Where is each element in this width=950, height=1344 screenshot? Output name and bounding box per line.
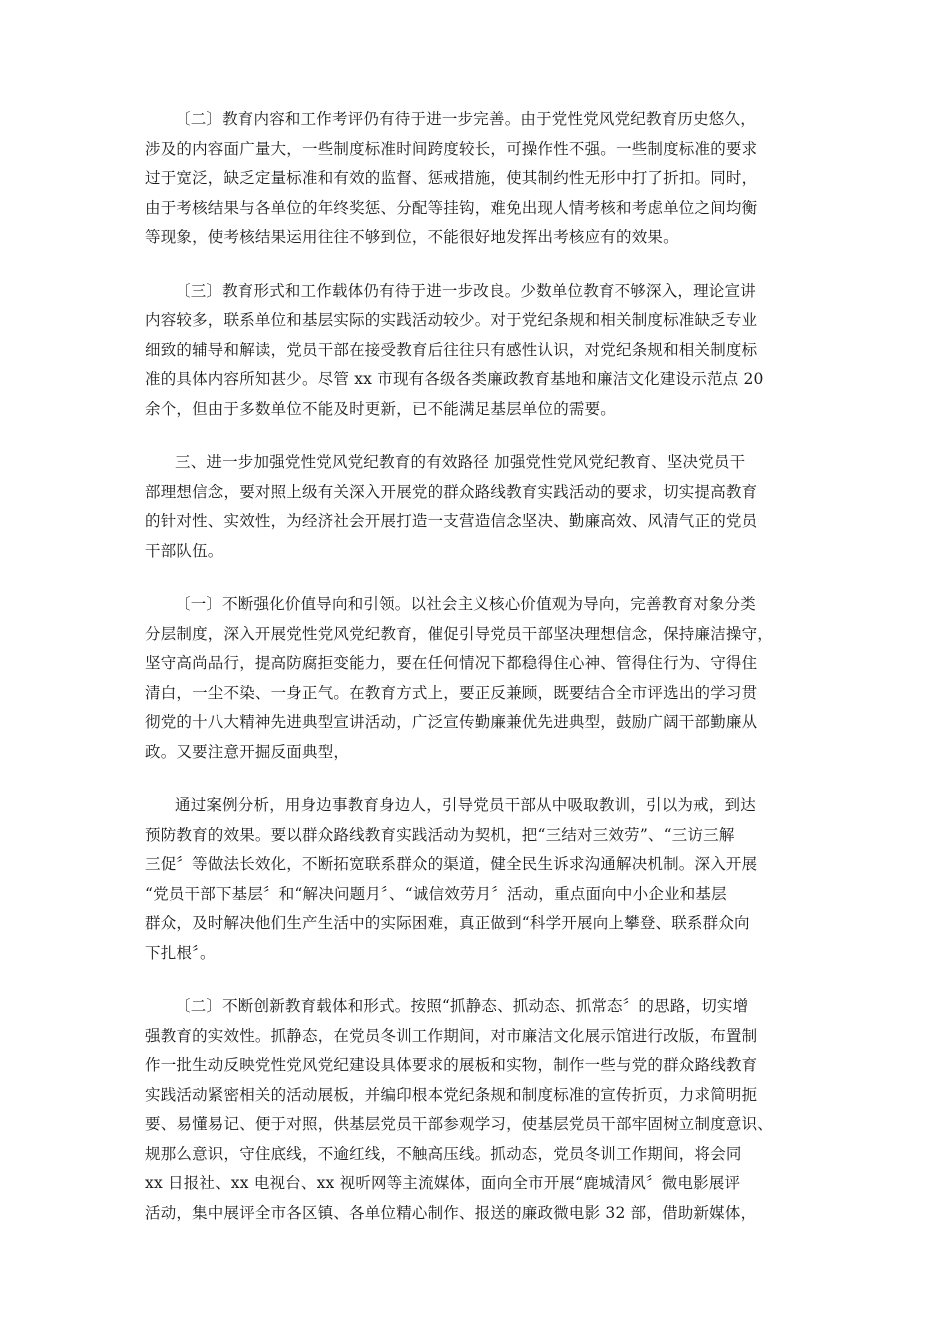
paragraph-case-analysis [145, 791, 805, 968]
text-line: 等现象，使考核结果运用往往不够到位，不能很好地发挥出考核应有的效果。 [145, 228, 679, 246]
text-line: 通过案例分析，用身边事教育身边人，引导党员干部从中吸取教训，引以为戒，到达 [175, 796, 756, 814]
text-line: 由于考核结果与各单位的年终奖惩、分配等挂钩，难免出现人情考核和考虑单位之间均衡 [145, 198, 758, 217]
text-line: 细致的辅导和解读，党员干部在接受教育后往往只有感性认识，对党纪条规和相关制度标 [145, 340, 758, 359]
text-line: 涉及的内容面广量大，一些制度标准时间跨度较长，可操作性不强。一些制度标准的要求 [145, 139, 758, 158]
text-line: 作一批生动反映党性党风党纪建设具体要求的展板和实物，制作一些与党的群众路线教育 [145, 1056, 758, 1074]
text-line: 清白，一尘不染、一身正气。在教育方式上，要正反兼顾，既要结合全市评选出的学习贯 [145, 683, 758, 702]
text-line: 〔二〕教育内容和工作考评仍有待于进一步完善。由于党性党风党纪教育历史悠久， [175, 110, 756, 128]
paragraph-1-value-guidance [145, 590, 805, 767]
paragraph-2-content-evaluation [145, 105, 805, 253]
section-3-heading-paragraph [145, 448, 805, 566]
text-line: 三、进一步加强党性党风党纪教育的有效路径 加强党性党风党纪教育、坚决党员干 [175, 453, 746, 471]
text-line: 〔二〕不断创新教育载体和形式。按照“抓静态、抓动态、抓常态〞的思路，切实增 [175, 997, 749, 1015]
text-line: 三促〞等做法长效化，不断拓宽联系群众的渠道，健全民生诉求沟通解决机制。深入开展 [145, 855, 758, 873]
text-line: 〔一〕不断强化价值导向和引领。以社会主义核心价值观为导向，完善教育对象分类 [175, 595, 756, 613]
text-line: 强教育的实效性。抓静态，在党员冬训工作期间，对市廉洁文化展示馆进行改版，布置制 [145, 1026, 758, 1045]
text-line: 准的具体内容所知甚少。尽管 xx 市现有各级各类廉政教育基地和廉洁文化建设示范点 20 [145, 370, 764, 388]
text-line: 下扎根〞。 [145, 943, 216, 962]
text-line: 〔三〕教育形式和工作载体仍有待于进一步改良。少数单位教育不够深入，理论宣讲 [175, 281, 756, 300]
text-line: 实践活动紧密相关的活动展板，并编印根本党纪条规和制度标准的宣传折页，力求简明扼 [145, 1085, 758, 1104]
text-line: 群众，及时解决他们生产生活中的实际困难，真正做到“科学开展向上攀登、联系群众向 [145, 914, 750, 932]
text-line: “党员干部下基层〞和“解决问题月〞、“诚信效劳月〞活动，重点面向中小企业和基层 [145, 884, 727, 903]
text-line: 规那么意识，守住底线，不逾红线，不触高压线。抓动态，党员冬训工作期间，将会同 [145, 1144, 742, 1163]
text-line: 活动，集中展评全市各区镇、各单位精心制作、报送的廉政微电影 32 部，借助新媒体， [145, 1203, 757, 1222]
text-line: 干部队伍。 [145, 541, 224, 560]
text-line: 要、易懂易记、便于对照，供基层党员干部参观学习，使基层党员干部牢固树立制度意识、 [145, 1115, 774, 1133]
text-line: 余个，但由于多数单位不能及时更新，已不能满足基层单位的需要。 [145, 399, 617, 418]
text-line: 预防教育的效果。要以群众路线教育实践活动为契机，把“三结对三效劳”、“三访三解 [145, 825, 735, 844]
paragraph-2-innovation [145, 992, 805, 1228]
text-line: 坚守高尚品行，提高防腐拒变能力，要在任何情况下都稳得住心神、管得住行为、守得住 [145, 654, 758, 672]
text-line: 政。又要注意开掘反面典型， [145, 742, 350, 761]
text-line: 分层制度，深入开展党性党风党纪教育，催促引导党员干部坚决理想信念，保持廉洁操守， [145, 624, 774, 643]
text-line: 部理想信念，要对照上级有关深入开展党的群众路线教育实践活动的要求，切实提高教育 [145, 482, 758, 501]
text-line: 内容较多，联系单位和基层实际的实践活动较少。对于党纪条规和相关制度标准缺乏专业 [145, 311, 758, 329]
text-line: 的针对性、实效性，为经济社会开展打造一支营造信念坚决、勤廉高效、风清气正的党员 [145, 512, 758, 530]
paragraph-3-form-carrier [145, 277, 805, 425]
text-line: 过于宽泛，缺乏定量标准和有效的监督、惩戒措施，使其制约性无形中打了折扣。同时， [145, 169, 758, 187]
text-line: 彻党的十八大精神先进典型宣讲活动，广泛宣传勤廉兼优先进典型，鼓励广阔干部勤廉从 [145, 713, 758, 731]
text-line: xx 日报社、xx 电视台、xx 视听网等主流媒体，面向全市开展“鹿城清风〞微电影展评 [145, 1174, 741, 1192]
document-page [145, 105, 805, 1252]
